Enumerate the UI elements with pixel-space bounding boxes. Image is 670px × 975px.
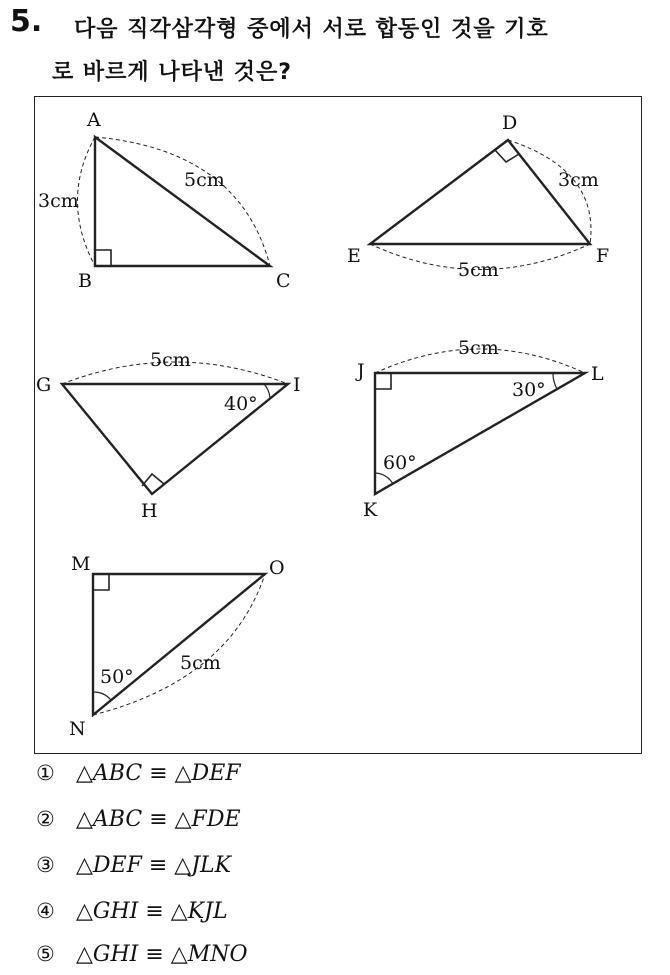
choice-5-expression: △GHI ≡ △MNO [76,942,248,967]
angle-arc-i [264,384,270,398]
label-h: H [141,500,158,522]
measure-angle-n: 50° [100,666,134,688]
triangle-abc [78,137,271,266]
choice-4-expression: △GHI ≡ △KJL [76,899,228,924]
label-o: O [269,557,285,579]
measure-ef: 5cm [458,259,499,281]
label-e: E [347,245,361,267]
measure-angle-k: 60° [383,452,417,474]
choice-2[interactable] [36,807,241,832]
label-l: L [591,363,604,385]
label-f: F [596,245,610,267]
right-angle-mark-j [375,373,391,389]
measure-ac: 5cm [184,169,225,191]
right-angle-mark-m [93,574,109,590]
measure-df: 3cm [558,169,599,191]
question-number: 5. [10,4,43,39]
label-m: M [71,553,91,575]
choice-1-number: ① [36,761,55,785]
label-b: B [78,270,92,292]
right-angle-mark-b [95,250,111,266]
triangle-abc-shape [95,137,270,266]
choice-1-expression: △ABC ≡ △DEF [76,761,241,786]
measure-angle-l: 30° [512,379,546,401]
choice-3[interactable] [36,853,231,878]
choice-1[interactable] [36,761,241,786]
question-text-line1: 다음 직각삼각형 중에서 서로 합동인 것을 기호 [74,17,549,42]
right-angle-mark-d [495,150,519,162]
angle-arc-k [375,473,393,484]
choice-4-number: ④ [36,899,55,923]
label-k: K [363,499,378,521]
label-c: C [276,270,291,292]
dashed-arc-ab [78,137,96,266]
triangle-mno-shape [93,574,265,715]
choice-3-expression: △DEF ≡ △JLK [76,853,232,878]
measure-no: 5cm [180,652,221,674]
angle-arc-n [93,692,111,700]
triangle-mno [93,574,265,715]
measure-gi: 5cm [150,349,191,371]
angle-arc-l [553,373,557,389]
label-j: J [357,360,365,382]
label-d: D [502,112,518,134]
triangle-def [370,140,591,270]
measure-jl: 5cm [458,337,499,359]
measure-angle-i: 40° [224,393,258,415]
measure-ab: 3cm [38,190,79,212]
choice-5-number: ⑤ [36,942,55,966]
choice-2-expression: △ABC ≡ △FDE [76,807,241,832]
question-text-line2: 로 바르게 나타낸 것은? [52,60,293,85]
choice-5[interactable] [36,942,248,967]
label-n: N [69,718,86,740]
label-a: A [87,109,101,131]
label-i: I [293,374,301,396]
choice-3-number: ③ [36,853,55,877]
label-g: G [36,374,52,396]
choice-4[interactable] [36,899,228,924]
triangle-def-shape [370,140,590,244]
choice-2-number: ② [36,807,55,831]
triangle-jkl-shape [375,373,585,494]
triangle-ghi [62,362,288,494]
